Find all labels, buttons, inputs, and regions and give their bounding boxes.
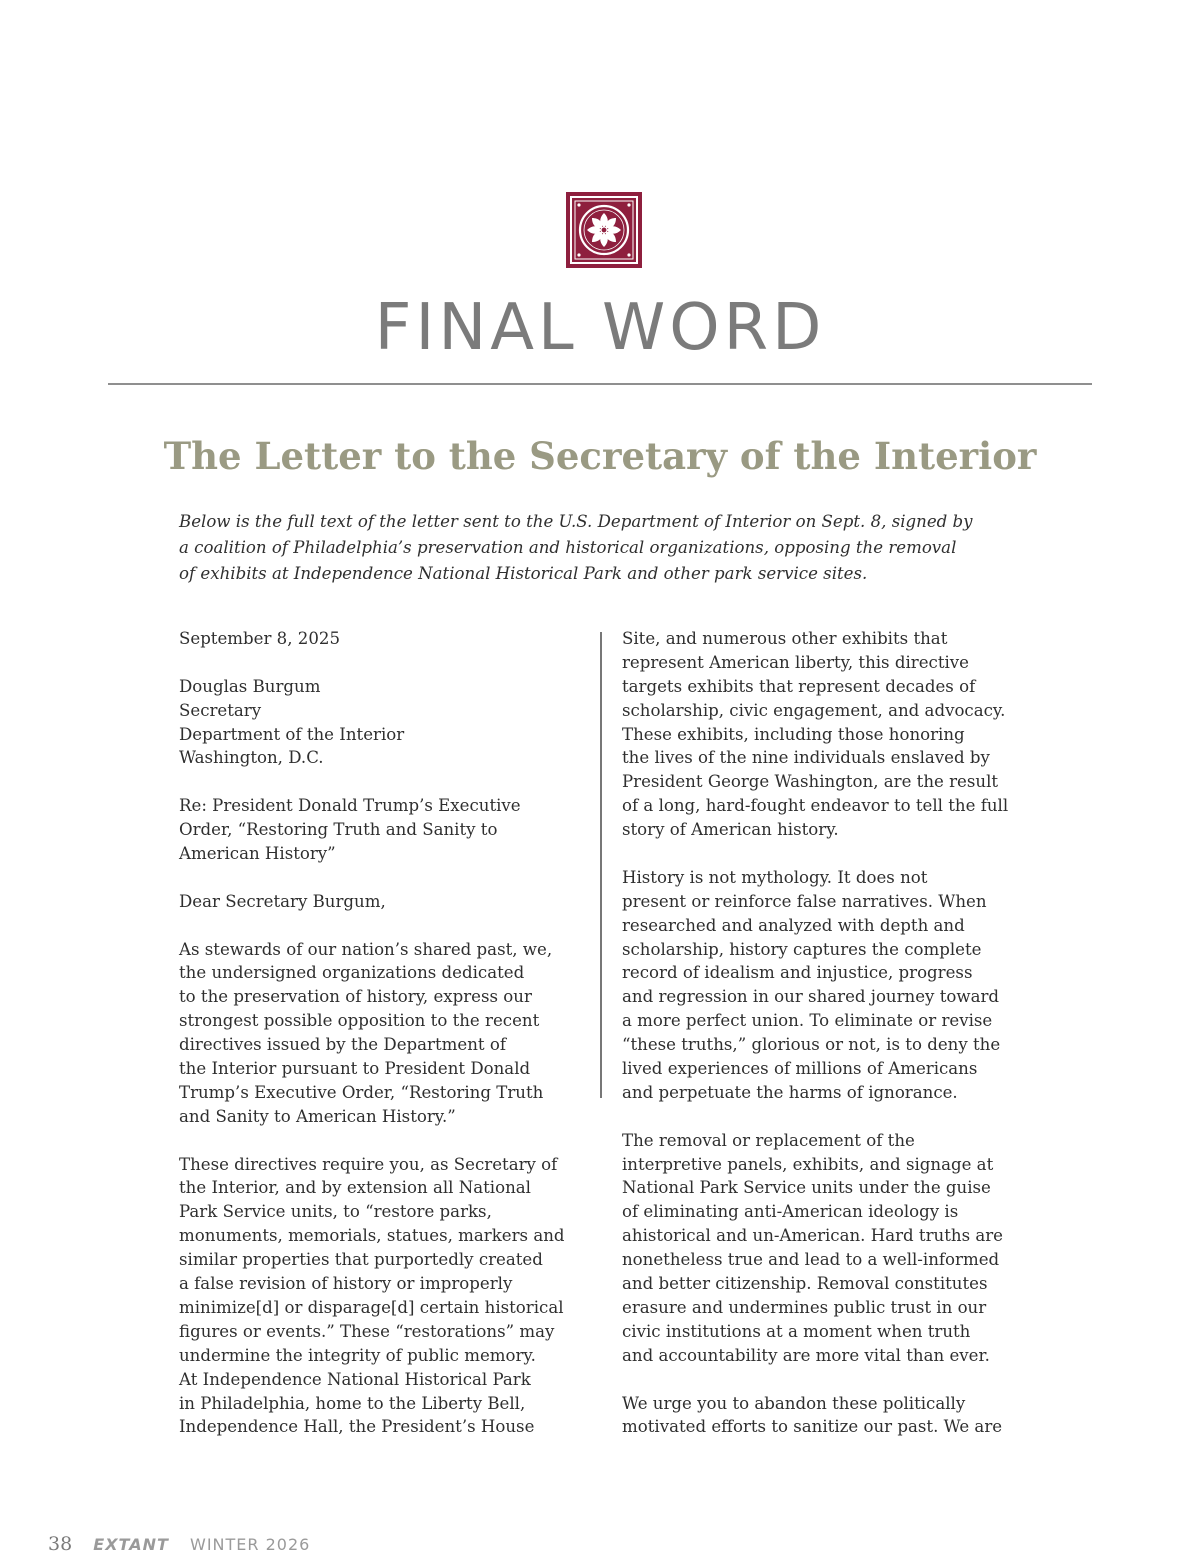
letter-line: and regression in our shared journey toward xyxy=(622,987,1000,1007)
letter-line: These directives require you, as Secretary of xyxy=(179,1154,558,1174)
letter-line: story of American history. xyxy=(622,820,839,840)
paragraph-gap xyxy=(179,1129,599,1153)
letter-line: nonetheless true and lead to a well-informed xyxy=(622,1250,1000,1270)
letter-line: Park Service units, to “restore parks, xyxy=(179,1202,492,1222)
section-title: FINAL WORD xyxy=(374,291,826,365)
intro-text xyxy=(179,509,1039,587)
letter-column-left xyxy=(179,627,599,1439)
letter-line: erasure and undermines public trust in our xyxy=(622,1297,987,1317)
logo-rosette-icon xyxy=(566,192,642,268)
letter-line: Dear Secretary Burgum, xyxy=(179,891,386,911)
paragraph-gap xyxy=(622,842,1040,866)
letter-line: a more perfect union. To eliminate or revise xyxy=(622,1011,993,1031)
letter-line: represent American liberty, this directive xyxy=(622,652,969,672)
page-footer xyxy=(48,1532,310,1556)
letter-line: The removal or replacement of the xyxy=(622,1130,915,1150)
letter-line: Re: President Donald Trump’s Executive xyxy=(179,796,521,816)
letter-line: motivated efforts to sanitize our past. We are xyxy=(622,1417,1003,1437)
letter-line: figures or events.” These “restorations” may xyxy=(179,1321,555,1341)
letter-line: interpretive panels, exhibits, and signage at xyxy=(622,1154,994,1174)
publication-name: EXTANT xyxy=(93,1535,169,1554)
letter-line: researched and analyzed with depth and xyxy=(622,915,965,935)
page-number: 38 xyxy=(48,1533,73,1555)
letter-line: We urge you to abandon these politically xyxy=(622,1393,966,1413)
paragraph-gap xyxy=(179,866,599,890)
letter-line: a false revision of history or improperly xyxy=(179,1274,513,1294)
letter-line: and perpetuate the harms of ignorance. xyxy=(622,1082,958,1102)
letter-line: History is not mythology. It does not xyxy=(622,867,928,887)
letter-line: scholarship, history captures the complete xyxy=(622,939,982,959)
letter-line: Site, and numerous other exhibits that xyxy=(622,629,948,648)
letter-line: the lives of the nine individuals enslaved by xyxy=(622,748,990,768)
letter-line: President George Washington, are the result xyxy=(622,772,999,792)
letter-line: undermine the integrity of public memory. xyxy=(179,1345,536,1365)
intro-line: a coalition of Philadelphia’s preservation and historical organizations, opposing the removal xyxy=(179,538,957,557)
letter-line: civic institutions at a moment when truth xyxy=(622,1321,971,1341)
letter-line: Douglas Burgum xyxy=(179,676,321,696)
letter-line: American History” xyxy=(179,844,336,864)
letter-line: the Interior, and by extension all National xyxy=(179,1178,531,1198)
letter-line: and Sanity to American History.” xyxy=(179,1106,456,1126)
intro-line: of exhibits at Independence National Historical Park and other park service sites. xyxy=(179,564,868,583)
issue-label: WINTER 2026 xyxy=(190,1535,311,1554)
letter-line: minimize[d] or disparage[d] certain historical xyxy=(179,1297,564,1317)
letter-line: of eliminating anti-American ideology is xyxy=(622,1202,959,1222)
letter-line: lived experiences of millions of Americans xyxy=(622,1059,978,1079)
letter-line: September 8, 2025 xyxy=(179,629,341,648)
paragraph-gap xyxy=(179,651,599,675)
letter-line: and accountability are more vital than ever. xyxy=(622,1345,990,1365)
column-divider xyxy=(600,632,602,1098)
letter-line: the Interior pursuant to President Donald xyxy=(179,1059,531,1079)
letter-line: As stewards of our nation’s shared past, we, xyxy=(179,939,553,959)
letter-line: Order, “Restoring Truth and Sanity to xyxy=(179,820,498,840)
letter-line: Independence Hall, the President’s House xyxy=(179,1417,535,1437)
intro-line: Below is the full text of the letter sent to the U.S. Department of Interior on Sept. 8, signed by xyxy=(179,512,973,531)
letter-line: Trump’s Executive Order, “Restoring Truth xyxy=(179,1082,544,1102)
section-divider xyxy=(108,383,1092,385)
letter-line: “these truths,” glorious or not, is to deny the xyxy=(622,1035,1001,1055)
paragraph-gap xyxy=(179,770,599,794)
letter-line: scholarship, civic engagement, and advocacy. xyxy=(622,700,1006,720)
letter-line: Secretary xyxy=(179,700,262,720)
letter-line: in Philadelphia, home to the Liberty Bell, xyxy=(179,1393,526,1413)
letter-line: and better citizenship. Removal constitutes xyxy=(622,1274,988,1294)
letter-line: the undersigned organizations dedicated xyxy=(179,963,525,983)
letter-line: of a long, hard-fought endeavor to tell the full xyxy=(622,796,1009,816)
article-headline: The Letter to the Secretary of the Interior xyxy=(163,434,1037,478)
letter-column-right xyxy=(622,627,1040,1439)
letter-line: to the preservation of history, express our xyxy=(179,987,532,1007)
letter-line: Washington, D.C. xyxy=(179,748,324,768)
letter-line: strongest possible opposition to the recent xyxy=(179,1011,540,1031)
paragraph-gap xyxy=(622,1105,1040,1129)
letter-line: targets exhibits that represent decades of xyxy=(622,676,976,696)
letter-line: similar properties that purportedly created xyxy=(179,1250,543,1270)
letter-line: At Independence National Historical Park xyxy=(179,1369,531,1389)
letter-line: directives issued by the Department of xyxy=(179,1035,506,1055)
letter-line: ahistorical and un-American. Hard truths are xyxy=(622,1226,1003,1246)
letter-line: Department of the Interior xyxy=(179,724,405,744)
letter-line: National Park Service units under the guise xyxy=(622,1178,991,1198)
letter-line: present or reinforce false narratives. When xyxy=(622,891,987,911)
paragraph-gap xyxy=(622,1368,1040,1392)
paragraph-gap xyxy=(179,914,599,938)
letter-line: monuments, memorials, statues, markers and xyxy=(179,1226,565,1246)
letter-line: record of idealism and injustice, progress xyxy=(622,963,973,983)
letter-line: These exhibits, including those honoring xyxy=(622,724,965,744)
